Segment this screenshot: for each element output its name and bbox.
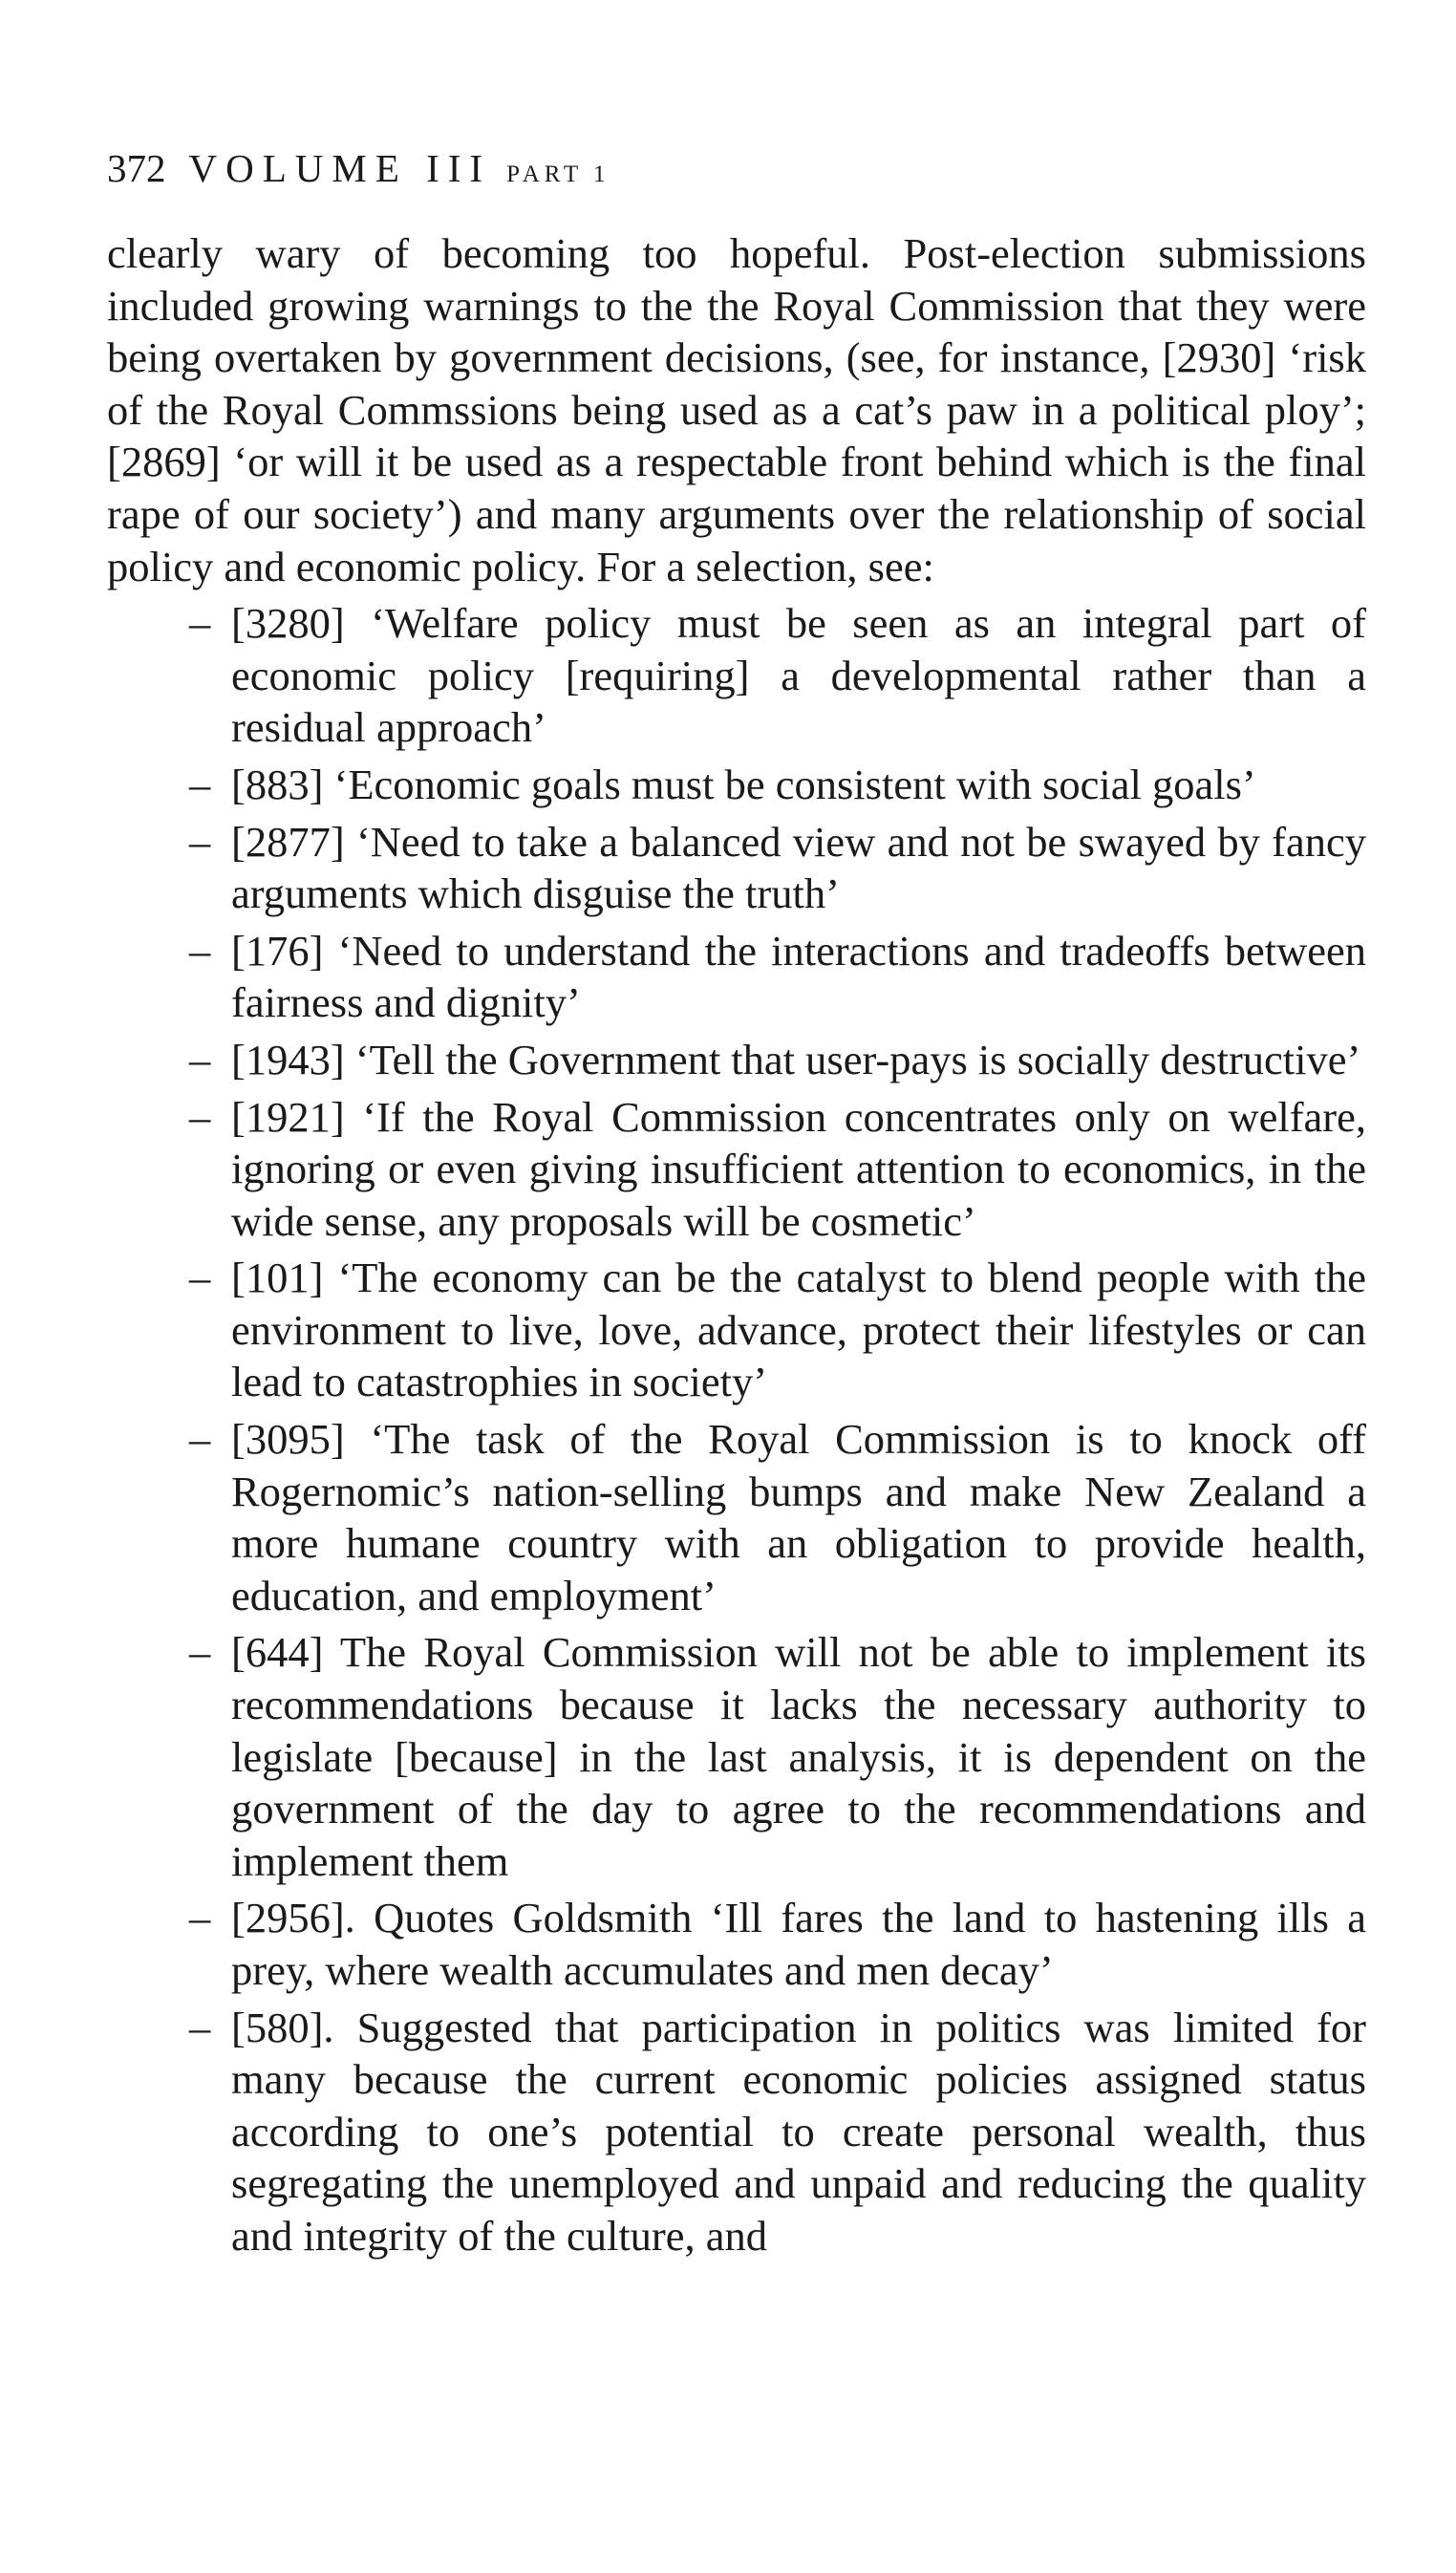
list-item-text: [101] ‘The economy can be the catalyst to blend people with the environment to live, love, advance, protect their lifestyles or can lead to catastrophies in society’ [231, 1254, 1366, 1406]
list-item [107, 1892, 1366, 1996]
list-dash: – [189, 817, 211, 866]
list-dash: – [189, 760, 211, 808]
list-item-text: [1921] ‘If the Royal Commission concentrates only on welfare, ignoring or even giving insufficient attention to economics, in the wide sense, any proposals will be cosmetic’ [231, 1092, 1366, 1245]
list-dash: – [189, 1415, 211, 1464]
running-head [107, 141, 610, 202]
body-text [107, 227, 1366, 2262]
list-item-text: [3280] ‘Welfare policy must be seen as an integral part of economic policy [requiring] a developmental rather than a residual approach’ [231, 599, 1366, 752]
list-dash: – [189, 1035, 211, 1083]
list-dash: – [189, 1628, 211, 1677]
submission-list [107, 597, 1366, 2262]
list-dash: – [189, 599, 211, 648]
list-dash: – [189, 1254, 211, 1302]
list-item-text: [1943] ‘Tell the Government that user-pays is socially destructive’ [231, 1035, 1361, 1083]
list-item-text: [176] ‘Need to understand the interactions and tradeoffs between fairness and dignity’ [231, 926, 1366, 1027]
list-item [107, 816, 1366, 920]
list-dash: – [189, 1092, 211, 1141]
list-item-text: [883] ‘Economic goals must be consistent with social goals’ [231, 760, 1256, 808]
list-dash: – [189, 2003, 211, 2051]
list-item [107, 1252, 1366, 1408]
page-number: 372 [107, 146, 166, 190]
list-item [107, 1091, 1366, 1248]
volume-label: VOLUME III [188, 146, 492, 190]
part-label: PART 1 [506, 161, 610, 187]
intro-paragraph: clearly wary of becoming too hopeful. Post-election submissions included growing warnings to the the Royal Commission that they were being overtaken by government decisions, (see, for instance, [2930] ‘risk of the Royal Commssions being used as a cat’s paw in a political ploy’; [2869] ‘or will it be used as a respectable front behind which is the final rape of our society’) and many arguments over the relationship of social policy and economic policy. For a selection, see: [107, 229, 1366, 590]
list-item-text: [644] The Royal Commission will not be able to implement its recommendations because it lacks the necessary authority to legislate [because] in the last analysis, it is dependent on the government of the day to agree to the recommendations and implement them [231, 1628, 1366, 1885]
list-item [107, 1626, 1366, 1887]
list-item [107, 759, 1366, 811]
list-item [107, 2002, 1366, 2262]
list-dash: – [189, 926, 211, 975]
list-item [107, 597, 1366, 754]
list-item [107, 1413, 1366, 1621]
list-item-text: [3095] ‘The task of the Royal Commission is to knock off Rogernomic’s nation-selling bumps and make New Zealand a more humane country with an obligation to provide health, education, and employment’ [231, 1415, 1366, 1619]
list-dash: – [189, 1894, 211, 1942]
list-item [107, 1034, 1366, 1086]
list-item [107, 925, 1366, 1029]
list-item-text: [580]. Suggested that participation in politics was limited for many because the current economic policies assigned status according to one’s potential to create personal wealth, thus segregating the unemployed and unpaid and reducing the quality and integrity of the culture, and [231, 2003, 1366, 2260]
list-item-text: [2877] ‘Need to take a balanced view and not be swayed by fancy arguments which disguise the truth’ [231, 817, 1366, 918]
list-item-text: [2956]. Quotes Goldsmith ‘Ill fares the land to hastening ills a prey, where wealth accumulates and men decay’ [231, 1894, 1366, 1994]
